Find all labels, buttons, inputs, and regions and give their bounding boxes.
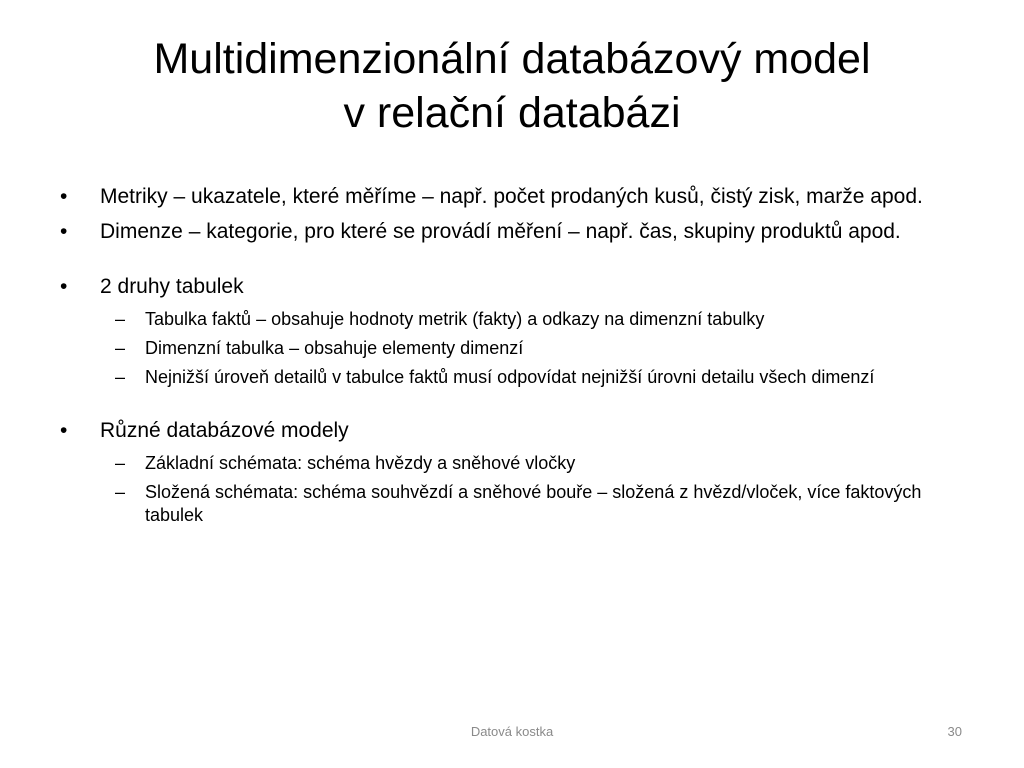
slide-content: [60, 183, 970, 533]
sub-bullet-text: Složená schémata: schéma souhvězdí a sněhové bouře – složená z hvězd/vloček, více faktových tabulek: [145, 482, 922, 525]
bullet-marker: •: [60, 275, 68, 298]
sub-bullet-marker: –: [115, 453, 126, 473]
slide-title-line-2: v relační databázi: [343, 89, 681, 137]
bullet-marker: •: [60, 185, 68, 208]
sub-bullet-text: Dimenzní tabulka – obsahuje elementy dimenzí: [145, 338, 524, 358]
bullet-text: 2 druhy tabulek: [100, 275, 244, 298]
bullet-marker: •: [60, 220, 68, 243]
slide-title-line-1: Multidimenzionální databázový model: [153, 35, 871, 83]
bullet-text: Metriky – ukazatele, které měříme – např. počet prodaných kusů, čistý zisk, marže apod.: [100, 185, 923, 208]
slide-title: [40, 32, 984, 140]
sub-bullet-text: Nejnižší úroveň detailů v tabulce faktů musí odpovídat nejnižší úrovni detailu všech dimenzí: [145, 367, 875, 387]
bullet-text: Různé databázové modely: [100, 419, 349, 442]
bullet-item: [60, 183, 970, 210]
sub-bullet-item: [60, 481, 970, 527]
sub-bullet-marker: –: [115, 338, 126, 358]
sub-bullet-text: Tabulka faktů – obsahuje hodnoty metrik (fakty) a odkazy na dimenzní tabulky: [145, 309, 765, 329]
page-number: 30: [947, 724, 962, 739]
sub-bullet-marker: –: [115, 482, 126, 502]
bullet-item: [60, 273, 970, 300]
bullet-text: Dimenze – kategorie, pro které se provádí měření – např. čas, skupiny produktů apod.: [100, 220, 901, 243]
bullet-item: [60, 417, 970, 444]
footer-label: Datová kostka: [470, 724, 554, 739]
sub-bullet-item: [60, 452, 970, 475]
sub-bullet-marker: –: [115, 309, 126, 329]
sub-bullet-item: [60, 308, 970, 331]
bullet-item: [60, 218, 970, 245]
sub-bullet-text: Základní schémata: schéma hvězdy a sněhové vločky: [145, 453, 576, 473]
sub-bullet-item: [60, 366, 970, 389]
bullet-marker: •: [60, 419, 68, 442]
sub-bullet-item: [60, 337, 970, 360]
sub-bullet-marker: –: [115, 367, 126, 387]
